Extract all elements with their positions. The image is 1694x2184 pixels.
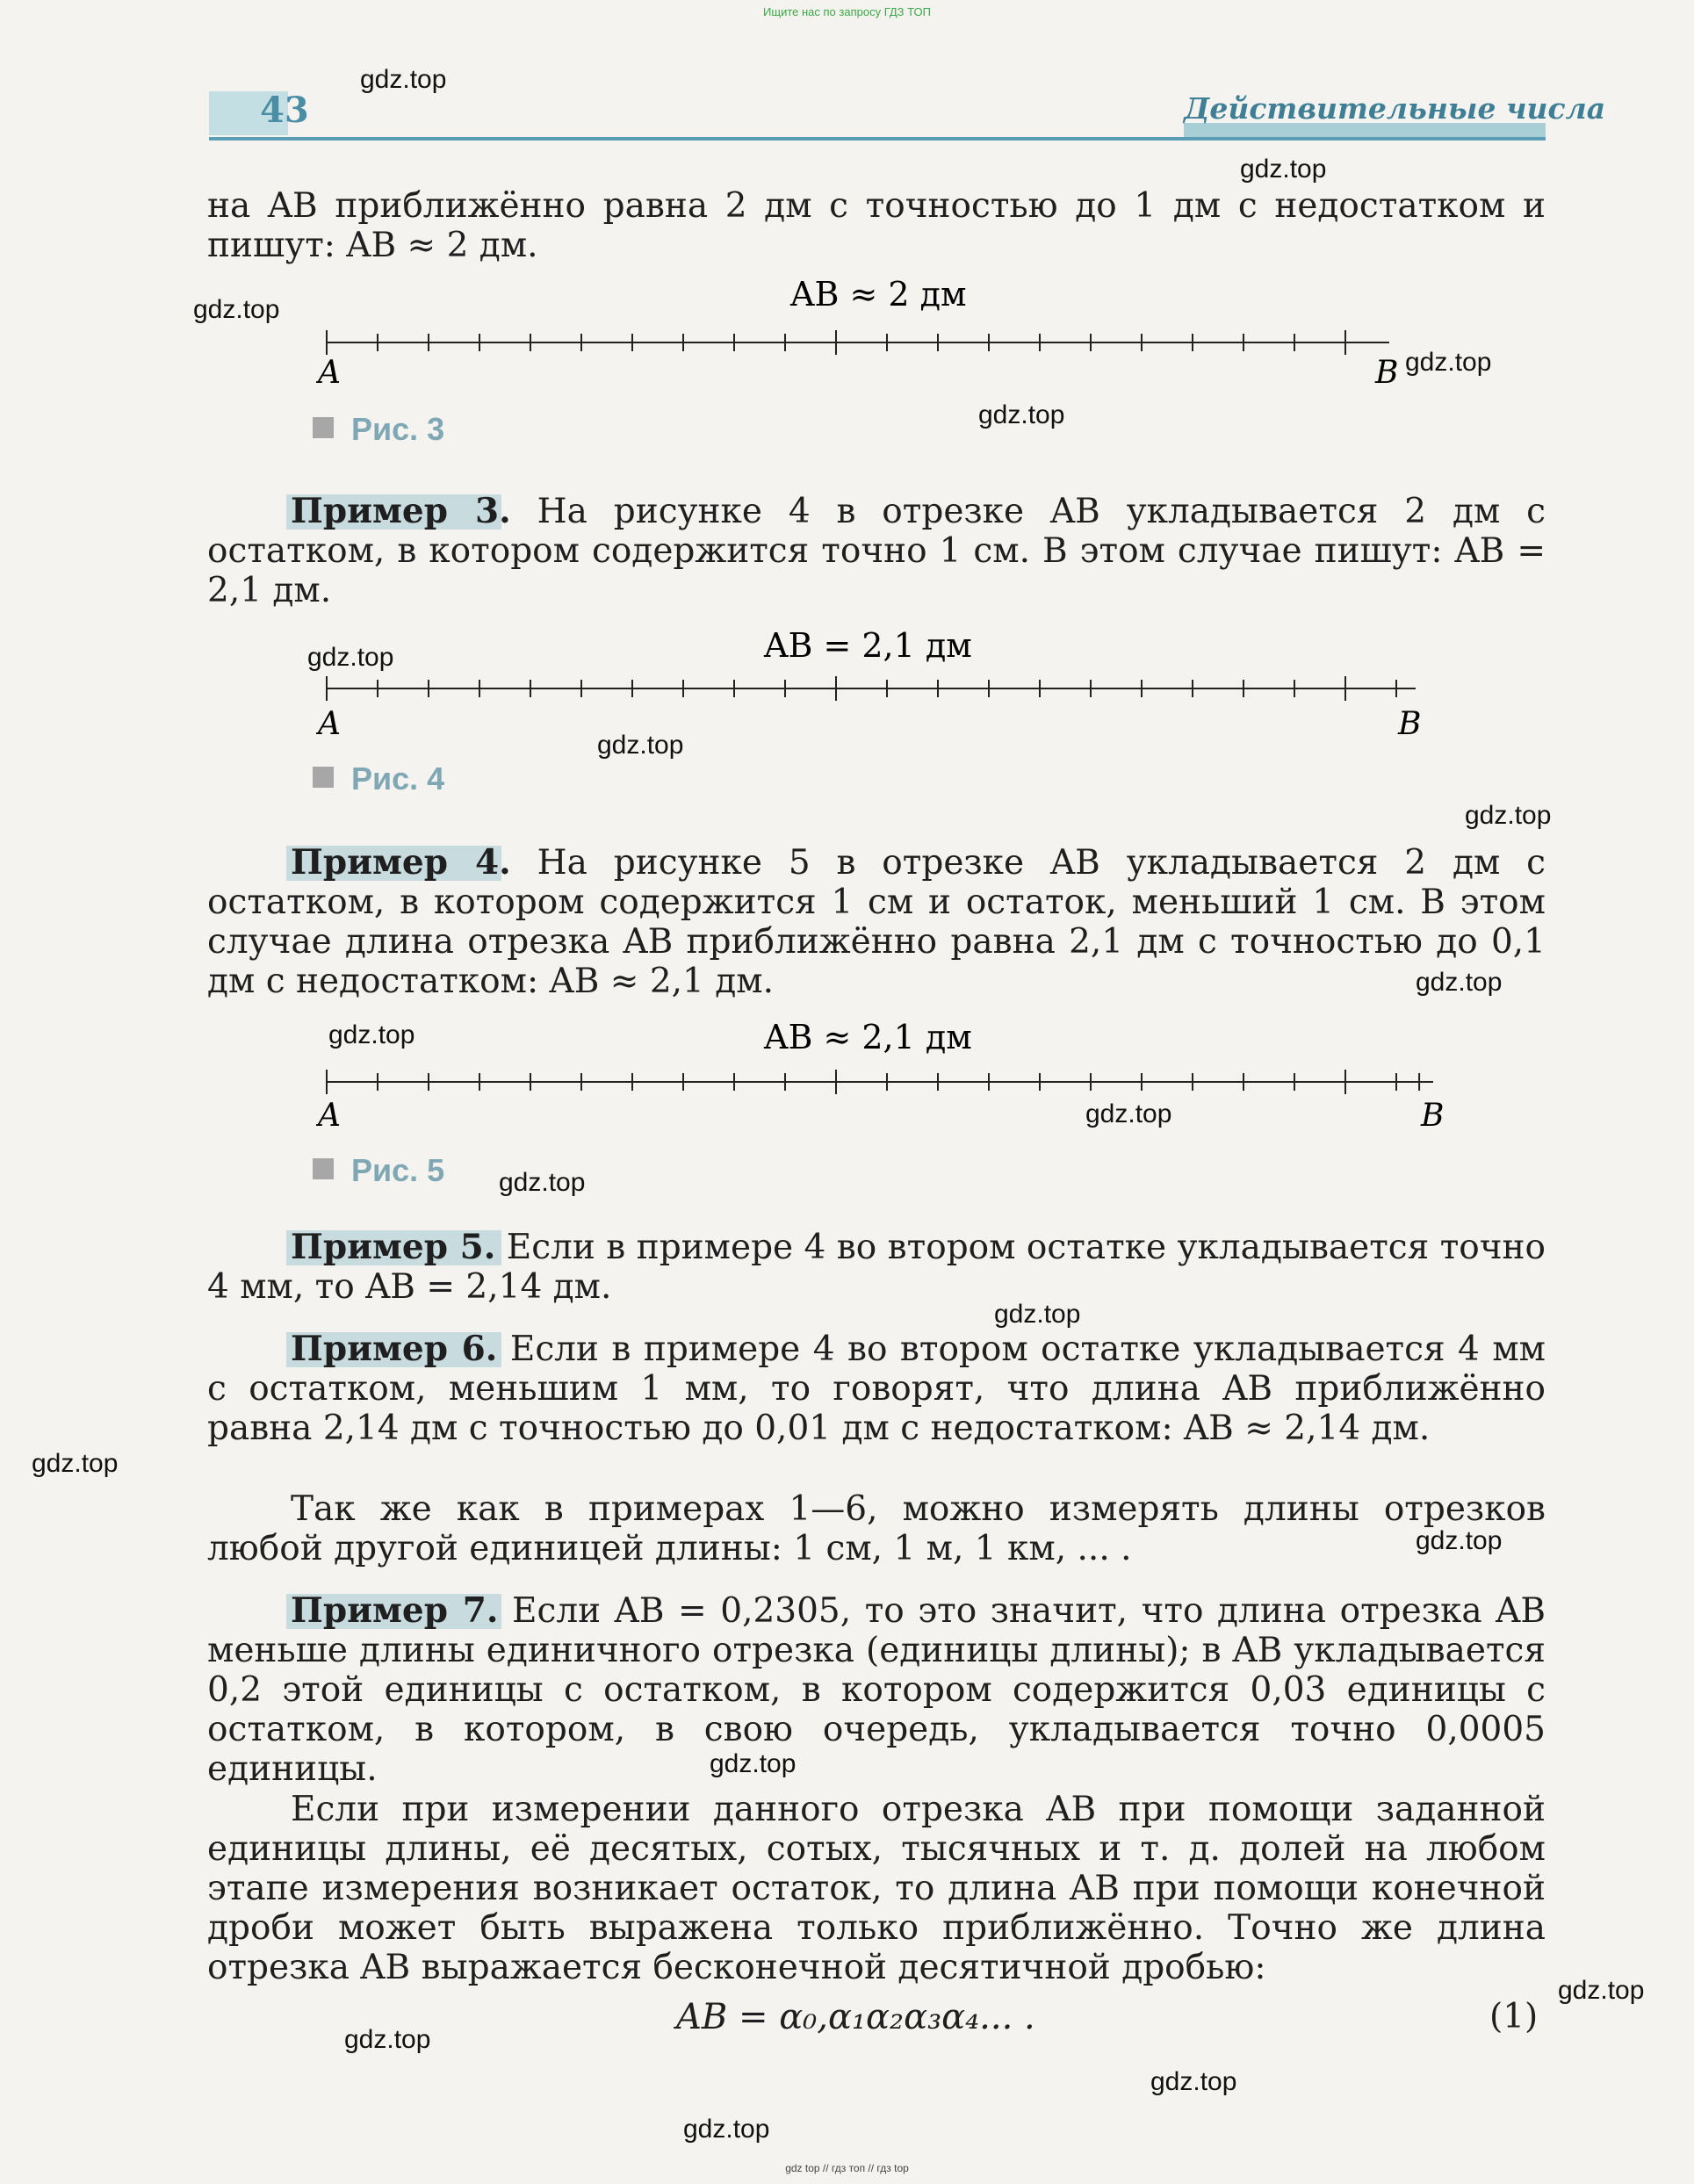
figure-3-title: AB ≈ 2 дм bbox=[790, 275, 967, 314]
watermark: gdz.top bbox=[360, 65, 447, 94]
example-5-label: Пример 5. bbox=[291, 1227, 496, 1267]
formula: AB = α₀,α₁α₂α₃α₄... . bbox=[676, 1997, 1035, 2037]
watermark: gdz.top bbox=[1465, 801, 1552, 830]
example-3-text: На рисунке 4 в отрезке AB укладывается 2 дм с остатком, в котором содержится точно 1 см. В этом случае пишут: AB = 2,1 дм. bbox=[207, 492, 1546, 610]
watermark: gdz.top bbox=[978, 400, 1065, 429]
watermark: gdz.top bbox=[1405, 348, 1492, 377]
caption-square-icon bbox=[313, 417, 334, 438]
header-rule bbox=[209, 137, 1546, 141]
watermark: gdz.top bbox=[328, 1020, 415, 1049]
watermark: gdz.top bbox=[1416, 1526, 1503, 1555]
example-4-text: На рисунке 5 в отрезке AB укладывается 2 дм с остатком, в котором содержится 1 см и остаток, меньший 1 см. В этом случае длина отрезка AB приближённо равна 2,1 дм с точностью до 0,1 дм с недостатком: AB ≈ 2,1 дм. bbox=[207, 843, 1546, 1001]
watermark: gdz.top bbox=[1416, 968, 1503, 997]
figure-5-caption: Рис. 5 bbox=[313, 1152, 444, 1189]
watermark: gdz.top bbox=[994, 1300, 1081, 1329]
example-6-label: Пример 6. bbox=[291, 1329, 498, 1369]
example-3-label: Пример 3. bbox=[291, 491, 511, 531]
caption-square-icon bbox=[313, 767, 334, 788]
section-title: Действительные числа bbox=[1184, 91, 1606, 126]
example-7-text: Если AB = 0,2305, то это значит, что длина отрезка AB меньше длины единичного отрезка (единицы длины); в AB укладывается 0,2 этой единицы с остатком, в котором содержится 0,03 единицы с остатком, в котором, в свою очередь, укладывается точно 0,0005 единицы. bbox=[207, 1591, 1546, 1789]
example-5 bbox=[207, 1228, 1546, 1307]
watermark: gdz.top bbox=[683, 2115, 770, 2144]
example-7 bbox=[207, 1591, 1546, 1789]
caption-square-icon bbox=[313, 1158, 334, 1179]
bottom-link[interactable]: gdz top // гдз топ // гдз top bbox=[785, 2162, 909, 2174]
figure-4-point-a: A bbox=[318, 706, 341, 739]
watermark: gdz.top bbox=[307, 643, 394, 672]
watermark: gdz.top bbox=[1558, 1976, 1645, 2005]
watermark: gdz.top bbox=[32, 1449, 119, 1478]
watermark: gdz.top bbox=[1085, 1099, 1172, 1128]
top-search-hint[interactable]: Ищите нас по запросу ГДЗ ТОП bbox=[763, 5, 931, 18]
watermark: gdz.top bbox=[1240, 155, 1327, 184]
figure-4-caption: Рис. 4 bbox=[313, 760, 444, 797]
figure-5-title: AB ≈ 2,1 дм bbox=[764, 1018, 972, 1056]
paragraph-intro: на AB приближённо равна 2 дм с точностью до 1 дм с недостатком и пишут: AB ≈ 2 дм. bbox=[207, 186, 1546, 265]
formula-number: (1) bbox=[1489, 1997, 1539, 2036]
page-number: 43 bbox=[260, 90, 309, 131]
figure-5-point-b: B bbox=[1421, 1098, 1445, 1131]
example-4 bbox=[207, 843, 1546, 1001]
figure-5-point-a: A bbox=[318, 1098, 341, 1131]
watermark: gdz.top bbox=[1150, 2067, 1237, 2096]
example-7-label: Пример 7. bbox=[291, 1590, 499, 1631]
figure-3-caption: Рис. 3 bbox=[313, 411, 444, 448]
figure-4-point-b: B bbox=[1398, 706, 1422, 739]
watermark: gdz.top bbox=[597, 731, 684, 760]
watermark: gdz.top bbox=[344, 2025, 431, 2054]
example-3 bbox=[207, 492, 1546, 610]
paragraph-units: Так же как в примерах 1—6, можно измерять длины отрезков любой другой единицей длины: 1 см, 1 м, 1 км, ... . bbox=[207, 1489, 1546, 1568]
figure-3-point-a: A bbox=[318, 355, 341, 388]
figure-4-title: AB = 2,1 дм bbox=[764, 626, 972, 665]
figure-3-number-line bbox=[316, 274, 1423, 388]
watermark: gdz.top bbox=[499, 1168, 586, 1197]
figure-4-number-line bbox=[316, 625, 1423, 739]
example-4-label: Пример 4. bbox=[291, 842, 511, 883]
figure-3-ticks bbox=[327, 330, 1345, 355]
figure-5-number-line bbox=[316, 1017, 1458, 1131]
figure-3-point-b: B bbox=[1375, 355, 1399, 388]
example-6-text: Если в примере 4 во втором остатке укладывается 4 мм с остатком, меньшим 1 мм, то говорят, что длина AB приближённо равна 2,14 дм с точностью до 0,01 дм с недостатком: AB ≈ 2,14 дм. bbox=[207, 1330, 1546, 1448]
paragraph-final: Если при измерении данного отрезка AB при помощи заданной единицы длины, её десятых, сотых, тысячных и т. д. долей на любом этапе измерения возникает остаток, то длина AB при помощи конечной дроби может быть выражена только приближённо. Точно же длина отрезка AB выражается бесконечной десятичной дробью: bbox=[207, 1790, 1546, 1987]
watermark: gdz.top bbox=[710, 1749, 797, 1778]
example-5-text: Если в примере 4 во втором остатке укладывается точно 4 мм, то AB = 2,14 дм. bbox=[207, 1228, 1546, 1307]
example-6 bbox=[207, 1330, 1546, 1448]
watermark: gdz.top bbox=[193, 295, 280, 324]
